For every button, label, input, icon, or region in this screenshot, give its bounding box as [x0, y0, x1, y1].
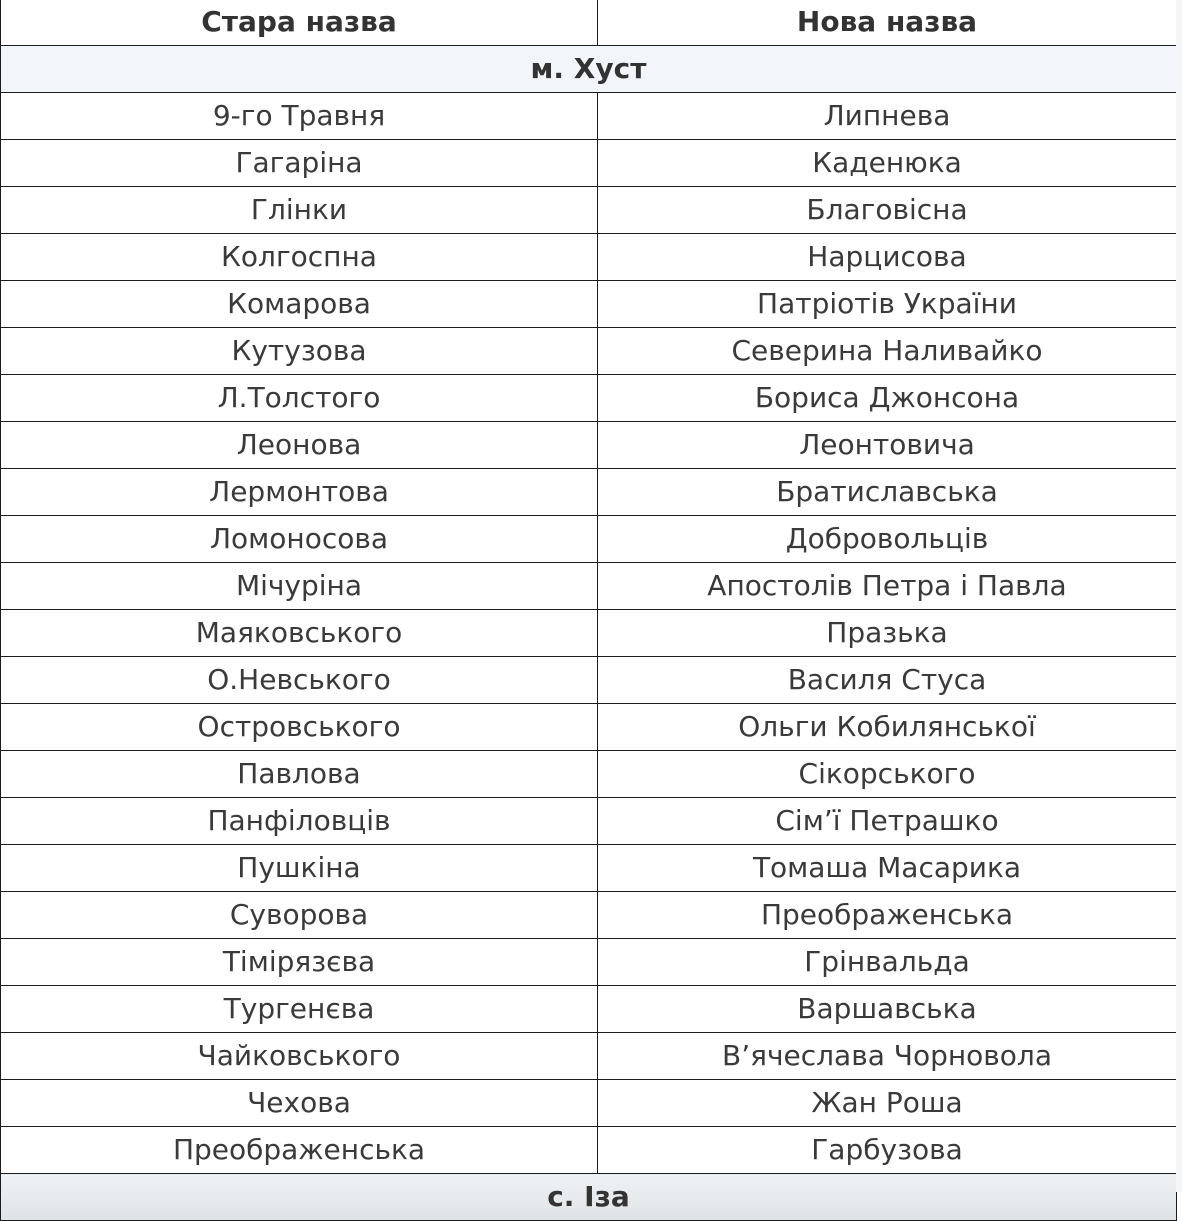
new-name-cell: Жан Роша	[598, 1080, 1177, 1127]
table-row	[1, 657, 1177, 704]
old-name-cell: Чайковського	[1, 1033, 598, 1080]
table-row	[1, 422, 1177, 469]
old-name-cell: Леонова	[1, 422, 598, 469]
table-row	[1, 375, 1177, 422]
table-row	[1, 328, 1177, 375]
new-name-cell: Липнева	[598, 93, 1177, 140]
old-name-cell: Лермонтова	[1, 469, 598, 516]
new-name-cell: Томаша Масарика	[598, 845, 1177, 892]
table-row	[1, 563, 1177, 610]
table-header	[1, 0, 1177, 46]
old-name-cell: Тургенєва	[1, 986, 598, 1033]
new-name-cell: Преображенська	[598, 892, 1177, 939]
old-name-cell: Маяковського	[1, 610, 598, 657]
table-row	[1, 234, 1177, 281]
old-name-cell: Ломоносова	[1, 516, 598, 563]
table-row	[1, 469, 1177, 516]
table-row	[1, 845, 1177, 892]
old-name-cell: Островського	[1, 704, 598, 751]
old-name-cell: Комарова	[1, 281, 598, 328]
new-name-cell: Сікорського	[598, 751, 1177, 798]
new-name-cell: Добровольців	[598, 516, 1177, 563]
table-row	[1, 939, 1177, 986]
new-name-cell: Нарцисова	[598, 234, 1177, 281]
new-name-cell: Апостолів Петра і Павла	[598, 563, 1177, 610]
table-row	[1, 1033, 1177, 1080]
header-old-name: Стара назва	[1, 0, 598, 46]
old-name-cell: Глінки	[1, 187, 598, 234]
table-row	[1, 892, 1177, 939]
old-name-cell: О.Невського	[1, 657, 598, 704]
old-name-cell: Павлова	[1, 751, 598, 798]
table-row	[1, 704, 1177, 751]
old-name-cell: Мічуріна	[1, 563, 598, 610]
section-title: м. Хуст	[1, 46, 1177, 93]
table-row	[1, 1127, 1177, 1174]
table-row	[1, 751, 1177, 798]
new-name-cell: Северина Наливайко	[598, 328, 1177, 375]
old-name-cell: Тімірязєва	[1, 939, 598, 986]
new-name-cell: Варшавська	[598, 986, 1177, 1033]
new-name-cell: Братиславська	[598, 469, 1177, 516]
old-name-cell: Суворова	[1, 892, 598, 939]
new-name-cell: Грінвальда	[598, 939, 1177, 986]
new-name-cell: В’ячеслава Чорновола	[598, 1033, 1177, 1080]
old-name-cell: 9-го Травня	[1, 93, 598, 140]
new-name-cell: Благовісна	[598, 187, 1177, 234]
new-name-cell: Леонтовича	[598, 422, 1177, 469]
old-name-cell: Чехова	[1, 1080, 598, 1127]
new-name-cell: Сім’ї Петрашко	[598, 798, 1177, 845]
table-row	[1, 986, 1177, 1033]
table-row	[1, 187, 1177, 234]
new-name-cell: Ольги Кобилянської	[598, 704, 1177, 751]
old-name-cell: Гагаріна	[1, 140, 598, 187]
table-row	[1, 93, 1177, 140]
table-body	[1, 46, 1177, 1221]
table-row	[1, 140, 1177, 187]
section-title: с. Іза	[1, 1174, 1177, 1221]
new-name-cell: Василя Стуса	[598, 657, 1177, 704]
new-name-cell: Бориса Джонсона	[598, 375, 1177, 422]
section-row-khust	[1, 46, 1177, 93]
old-name-cell: Пушкіна	[1, 845, 598, 892]
new-name-cell: Празька	[598, 610, 1177, 657]
table-row	[1, 798, 1177, 845]
old-name-cell: Колгоспна	[1, 234, 598, 281]
new-name-cell: Каденюка	[598, 140, 1177, 187]
section-row-iza	[1, 1174, 1177, 1221]
table-row	[1, 281, 1177, 328]
new-name-cell: Гарбузова	[598, 1127, 1177, 1174]
page-edge	[1176, 0, 1182, 1192]
table-row	[1, 516, 1177, 563]
new-name-cell: Патріотів України	[598, 281, 1177, 328]
table-row	[1, 1080, 1177, 1127]
old-name-cell: Кутузова	[1, 328, 598, 375]
header-new-name: Нова назва	[598, 0, 1177, 46]
header-row	[1, 0, 1177, 46]
old-name-cell: Панфіловців	[1, 798, 598, 845]
old-name-cell: Л.Толстого	[1, 375, 598, 422]
table-row	[1, 610, 1177, 657]
old-name-cell: Преображенська	[1, 1127, 598, 1174]
